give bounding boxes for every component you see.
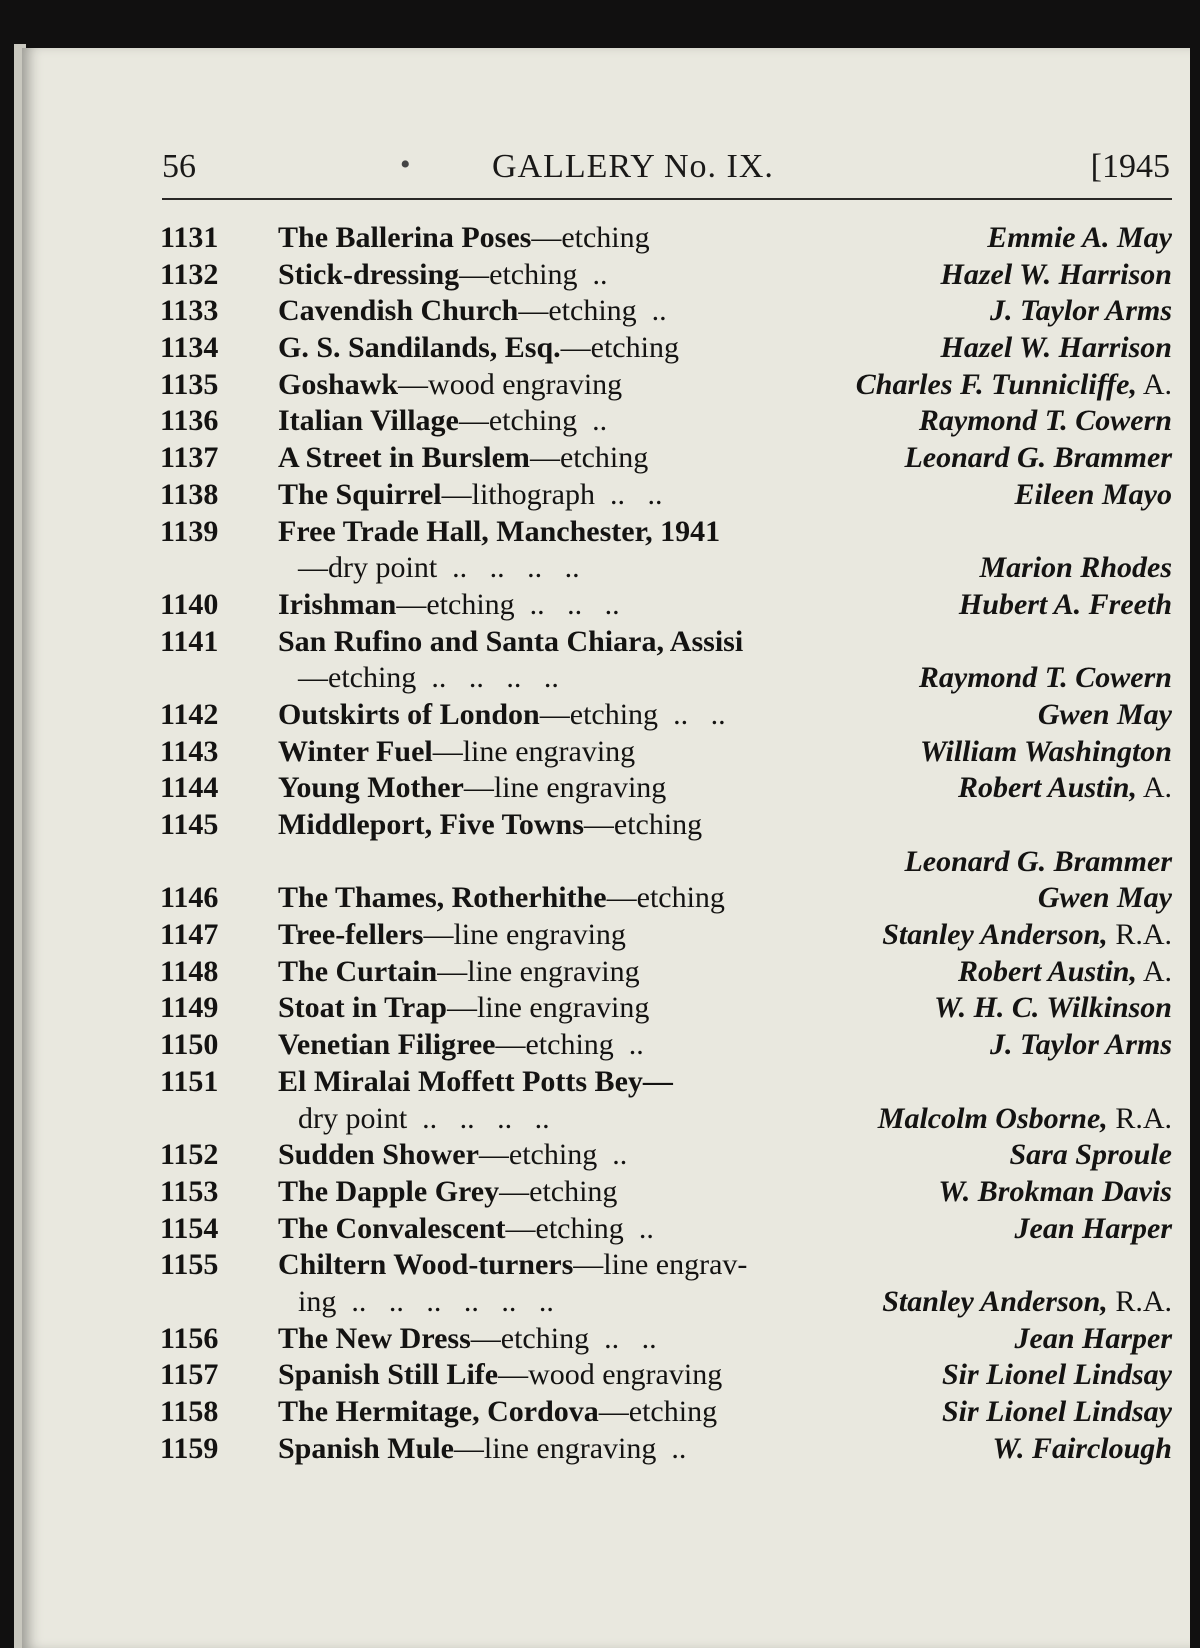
entry-title: Young Mother — [278, 771, 464, 805]
entry-number: 1151 — [160, 1064, 219, 1098]
entry-number: 1137 — [160, 441, 219, 475]
entry-title: Sudden Shower — [278, 1138, 479, 1172]
entry-medium: —lithograph — [441, 477, 595, 511]
entry-medium: —line engraving — [437, 954, 640, 988]
entry-line — [160, 293, 1172, 330]
catalogue-entry — [160, 1431, 1172, 1468]
entry-title: The Curtain — [278, 954, 438, 988]
entry-text — [278, 807, 702, 844]
entry-line — [160, 954, 1172, 991]
entry-number: 1139 — [160, 514, 219, 548]
entry-artist — [1015, 477, 1173, 514]
entry-medium: —etching — [499, 1174, 618, 1208]
entry-line — [160, 1064, 1172, 1101]
entry-text — [278, 880, 725, 917]
entry-artist — [856, 367, 1172, 404]
artist-name: Leonard G. Brammer — [904, 441, 1172, 475]
entry-continuation-line — [160, 660, 1172, 697]
entry-medium: —etching — [529, 441, 649, 475]
entry-medium: —etching — [606, 881, 725, 915]
entry-medium: —line engraving — [432, 734, 636, 768]
entry-line — [160, 1394, 1172, 1431]
entry-line — [160, 1211, 1172, 1248]
entry-continuation-line — [160, 1284, 1172, 1321]
entry-line — [160, 1357, 1172, 1394]
catalogue-entry — [160, 403, 1172, 440]
entry-artist — [987, 220, 1172, 257]
catalogue-entry — [160, 330, 1172, 367]
catalogue-entry — [160, 367, 1172, 404]
entry-artist — [920, 734, 1172, 771]
artist-name: Charles F. Tunnicliffe, — [855, 367, 1137, 401]
entry-continuation-line — [160, 550, 1172, 587]
entry-medium: —line engraving — [446, 991, 650, 1025]
entry-text — [278, 1247, 747, 1284]
catalogue-entry — [160, 697, 1172, 734]
entry-number: 1143 — [160, 734, 219, 768]
entry-title: Venetian Filigree — [278, 1028, 496, 1062]
entry-line — [160, 734, 1172, 771]
entry-artist — [934, 990, 1172, 1027]
leader-dots: .. — [597, 1138, 628, 1172]
artist-honours: R.A. — [1107, 1284, 1172, 1318]
entry-number: 1132 — [160, 257, 219, 291]
artist-name: Gwen May — [1037, 697, 1172, 731]
entry-text — [278, 1321, 657, 1358]
catalogue-entry — [160, 624, 1172, 697]
entry-medium: —etching — [459, 257, 578, 291]
artist-name: Emmie A. May — [987, 221, 1172, 254]
entry-title: San Rufino and Santa Chiara, Assisi — [278, 624, 744, 658]
entry-continuation — [298, 550, 580, 587]
artist-name: Robert Austin, — [958, 954, 1137, 988]
entry-title: The New Dress — [278, 1321, 471, 1355]
catalogue-entry — [160, 477, 1172, 514]
artist-name: Hazel W. Harrison — [940, 331, 1172, 365]
leader-dots: .. — [613, 1028, 644, 1062]
catalogue-entry — [160, 1357, 1172, 1394]
entry-artist — [904, 440, 1172, 477]
artist-honours: A. — [1136, 367, 1172, 401]
entry-title: Stick-dressing — [278, 257, 460, 291]
catalogue-entry — [160, 990, 1172, 1027]
entry-title: Free Trade Hall, Manchester, 1941 — [278, 514, 721, 548]
entry-number: 1146 — [160, 881, 219, 915]
entry-text — [278, 257, 607, 294]
entry-text — [278, 1211, 654, 1248]
entry-text — [278, 697, 726, 734]
catalogue-entry — [160, 587, 1172, 624]
catalogue-entry — [160, 1321, 1172, 1358]
entry-number: 1142 — [160, 697, 219, 731]
entry-title: Goshawk — [278, 367, 399, 401]
entry-artist — [938, 1174, 1172, 1211]
entry-line — [160, 917, 1172, 954]
entry-text — [278, 1394, 717, 1431]
entry-line — [160, 587, 1172, 624]
entry-title: Cavendish Church — [278, 294, 519, 328]
entry-line — [160, 624, 1172, 661]
entry-medium: —etching — [583, 808, 703, 841]
entry-line — [160, 1174, 1172, 1211]
entry-line — [160, 807, 1172, 844]
artist-name: J. Taylor Arms — [990, 1028, 1172, 1062]
entry-medium: —etching — [518, 294, 637, 328]
catalogue-entry — [160, 734, 1172, 771]
entry-medium: —line engraving — [453, 1431, 657, 1465]
entry-text — [278, 514, 720, 551]
entry-number: 1154 — [160, 1211, 219, 1245]
entry-number: 1131 — [160, 221, 219, 254]
entry-line — [160, 697, 1172, 734]
entry-text — [278, 917, 626, 954]
entry-medium: —wood engraving — [498, 1358, 723, 1392]
entry-medium: —etching — [470, 1321, 590, 1355]
entry-number: 1144 — [160, 771, 219, 805]
entry-artist — [1015, 1211, 1173, 1248]
entry-medium: —etching — [396, 587, 515, 621]
artist-name: Robert Austin, — [958, 771, 1137, 805]
leader-dots: .. — [623, 1211, 654, 1245]
leader-dots: .. — [577, 404, 608, 438]
entry-title: Outskirts of London — [278, 697, 540, 731]
entry-medium: —etching — [598, 1395, 718, 1428]
entry-title: The Dapple Grey — [278, 1174, 500, 1208]
entry-text — [278, 990, 649, 1027]
entry-medium: —etching — [478, 1138, 598, 1172]
entry-artist — [993, 1431, 1173, 1468]
entry-title: The Hermitage, Cordova — [278, 1395, 599, 1428]
artist-name: Eileen Mayo — [1014, 477, 1172, 511]
entry-title: Spanish Mule — [278, 1431, 454, 1465]
catalogue-entry — [160, 954, 1172, 991]
catalogue-entry — [160, 1137, 1172, 1174]
artist-name: Jean Harper — [1014, 1211, 1172, 1245]
artist-honours: A. — [1136, 771, 1172, 805]
entry-artist — [1009, 1137, 1172, 1174]
leader-dots: .. .. .. .. — [407, 1101, 550, 1135]
entry-artist — [942, 1394, 1172, 1431]
entry-number: 1141 — [160, 624, 219, 658]
entry-text — [278, 1027, 644, 1064]
artist-name: Sara Sproule — [1009, 1138, 1172, 1172]
entry-line — [160, 477, 1172, 514]
entry-continuation-line — [160, 844, 1172, 881]
leader-dots: .. .. .. .. .. .. — [336, 1284, 554, 1318]
entry-line — [160, 770, 1172, 807]
entry-medium: —etching — [458, 404, 578, 438]
entry-medium: —etching — [298, 661, 417, 695]
entry-text — [278, 587, 620, 624]
entry-artist — [979, 550, 1172, 587]
entry-title: Tree-fellers — [278, 918, 424, 952]
catalogue-entry — [160, 1211, 1172, 1248]
catalogue-year: [1945 — [1090, 148, 1170, 185]
catalogue-entry — [160, 1064, 1172, 1137]
artist-name: Raymond T. Cowern — [918, 404, 1172, 438]
entry-line — [160, 440, 1172, 477]
catalogue-entry — [160, 1027, 1172, 1064]
artist-name: Hubert A. Freeth — [958, 587, 1172, 621]
entry-number: 1140 — [160, 587, 219, 621]
artist-name: William Washington — [919, 734, 1172, 768]
entry-medium: —etching — [495, 1028, 614, 1062]
entry-number: 1155 — [160, 1248, 219, 1282]
catalogue-entry — [160, 917, 1172, 954]
catalogue-entry — [160, 1174, 1172, 1211]
artist-name: W. Brokman Davis — [938, 1174, 1172, 1208]
entry-title: The Thames, Rotherhithe — [278, 881, 607, 915]
entry-number: 1152 — [160, 1138, 219, 1172]
entry-line — [160, 990, 1172, 1027]
leader-dots: .. .. .. .. — [437, 551, 580, 585]
entry-title: Winter Fuel — [278, 734, 433, 768]
entry-number: 1150 — [160, 1028, 219, 1062]
artist-name: W. Fairclough — [992, 1431, 1172, 1465]
entry-continuation — [298, 660, 559, 697]
entry-text — [278, 403, 607, 440]
entry-line — [160, 330, 1172, 367]
entry-text — [278, 220, 650, 257]
artist-honours: R.A. — [1107, 918, 1172, 952]
leader-dots: .. .. — [658, 697, 726, 731]
catalogue-entry — [160, 1394, 1172, 1431]
artist-name: Marion Rhodes — [979, 551, 1172, 585]
entry-artist — [904, 844, 1172, 881]
entry-text — [278, 624, 743, 661]
entry-number: 1134 — [160, 331, 219, 365]
page-number: 56 — [162, 148, 196, 185]
entry-artist — [942, 1357, 1172, 1394]
entry-number: 1147 — [160, 918, 219, 952]
artist-name: Stanley Anderson, — [882, 1284, 1108, 1318]
entry-title: G. S. Sandilands, Esq. — [278, 331, 561, 365]
entry-medium: —etching — [505, 1211, 624, 1245]
entry-text — [278, 1064, 673, 1101]
entry-title: Irishman — [278, 587, 397, 621]
entry-text — [278, 477, 662, 514]
entry-line — [160, 1431, 1172, 1468]
entry-line — [160, 257, 1172, 294]
artist-name: Jean Harper — [1014, 1321, 1172, 1355]
entry-title: El Miralai Moffett Potts Bey— — [278, 1064, 673, 1098]
catalogue-entry — [160, 293, 1172, 330]
entry-artist — [990, 1027, 1172, 1064]
entry-title: Stoat in Trap — [278, 991, 447, 1025]
entry-number: 1159 — [160, 1431, 219, 1465]
entry-text — [278, 440, 648, 477]
entry-text — [278, 1357, 722, 1394]
entry-text — [278, 1137, 627, 1174]
entry-line — [160, 220, 1172, 257]
entry-medium: —dry point — [298, 551, 438, 585]
entry-artist — [882, 917, 1172, 954]
entry-number: 1135 — [160, 367, 219, 401]
entry-number: 1138 — [160, 477, 219, 511]
entry-title: Middleport, Five Towns — [278, 808, 584, 841]
header-rule — [162, 198, 1172, 200]
leader-dots: .. — [577, 257, 608, 291]
entry-number: 1157 — [160, 1358, 219, 1392]
entry-medium: —etching — [539, 697, 659, 731]
entry-artist — [990, 293, 1172, 330]
leader-dots: .. — [656, 1431, 687, 1465]
entry-line — [160, 1247, 1172, 1284]
artist-honours: R.A. — [1107, 1101, 1172, 1135]
entry-text — [278, 1431, 686, 1468]
entry-artist — [1038, 880, 1172, 917]
leader-dots: .. .. .. .. — [416, 661, 559, 695]
entry-artist — [958, 954, 1172, 991]
artist-name: Malcolm Osborne, — [877, 1101, 1108, 1135]
entry-artist — [1038, 697, 1172, 734]
entry-title: The Squirrel — [278, 477, 442, 511]
catalogue-entry — [160, 770, 1172, 807]
entry-artist — [958, 770, 1172, 807]
entry-continuation — [298, 1101, 550, 1138]
entry-text — [278, 1174, 617, 1211]
entry-title: A Street in Burslem — [278, 441, 530, 475]
entry-line — [160, 514, 1172, 551]
entry-text — [278, 954, 640, 991]
entry-medium: —line engrav- — [573, 1248, 748, 1282]
artist-name: Stanley Anderson, — [882, 918, 1108, 952]
artist-name: Raymond T. Cowern — [918, 661, 1172, 695]
artist-name: Sir Lionel Lindsay — [941, 1395, 1172, 1428]
entry-title: Spanish Still Life — [278, 1358, 499, 1392]
entry-number: 1156 — [160, 1321, 219, 1355]
entry-medium: dry point — [298, 1101, 408, 1135]
entry-medium: —line engraving — [423, 918, 626, 952]
artist-name: Sir Lionel Lindsay — [941, 1358, 1172, 1392]
entry-line — [160, 367, 1172, 404]
leader-dots: .. .. — [594, 477, 663, 511]
entry-artist — [919, 660, 1172, 697]
artist-name: J. Taylor Arms — [990, 294, 1172, 328]
artist-name: Gwen May — [1037, 881, 1172, 915]
leader-dots: .. .. — [589, 1321, 657, 1355]
catalogue-entry — [160, 880, 1172, 917]
entry-title: The Convalescent — [278, 1211, 506, 1245]
entry-continuation-line — [160, 1101, 1172, 1138]
entry-artist — [878, 1101, 1172, 1138]
entry-line — [160, 1321, 1172, 1358]
entry-medium: —etching — [560, 331, 679, 365]
entry-line — [160, 1027, 1172, 1064]
entry-number: 1153 — [160, 1174, 219, 1208]
leader-dots: .. .. .. — [514, 587, 620, 621]
artist-honours: A. — [1136, 954, 1172, 988]
entry-medium: —wood engraving — [398, 367, 623, 401]
entry-medium: —etching — [531, 221, 650, 254]
entry-medium: —line engraving — [463, 771, 667, 805]
page-header — [162, 148, 1170, 198]
leader-dots: .. — [636, 294, 667, 328]
entry-number: 1149 — [160, 991, 219, 1025]
entry-line — [160, 403, 1172, 440]
entry-text — [278, 770, 666, 807]
entry-title: Italian Village — [278, 404, 459, 438]
entry-line — [160, 1137, 1172, 1174]
entry-title: The Ballerina Poses — [278, 221, 532, 254]
catalogue-entry — [160, 807, 1172, 880]
entry-number: 1148 — [160, 954, 219, 988]
artist-name: W. H. C. Wilkinson — [934, 991, 1172, 1025]
entry-artist — [919, 403, 1172, 440]
catalogue-entry — [160, 257, 1172, 294]
entry-text — [278, 293, 667, 330]
entry-artist — [941, 257, 1172, 294]
catalogue-entry — [160, 514, 1172, 587]
entry-artist — [1015, 1321, 1173, 1358]
catalogue-entries — [160, 220, 1172, 1467]
catalogue-entry — [160, 440, 1172, 477]
entry-text — [278, 367, 622, 404]
catalogue-entry — [160, 1247, 1172, 1320]
entry-number: 1158 — [160, 1395, 219, 1428]
entry-title: Chiltern Wood-turners — [278, 1248, 574, 1282]
artist-name: Hazel W. Harrison — [940, 257, 1172, 291]
entry-artist — [959, 587, 1172, 624]
entry-text — [278, 330, 679, 367]
entry-number: 1133 — [160, 294, 219, 328]
gallery-title: GALLERY No. IX. — [492, 148, 774, 185]
catalogue-entry — [160, 220, 1172, 257]
entry-medium: ing — [298, 1284, 337, 1318]
entry-continuation — [298, 1284, 554, 1321]
entry-artist — [941, 330, 1172, 367]
entry-number: 1136 — [160, 404, 219, 438]
header-bullet: • — [400, 148, 411, 181]
artist-name: Leonard G. Brammer — [904, 844, 1172, 878]
entry-number: 1145 — [160, 808, 219, 841]
entry-line — [160, 880, 1172, 917]
entry-text — [278, 734, 635, 771]
entry-artist — [882, 1284, 1172, 1321]
